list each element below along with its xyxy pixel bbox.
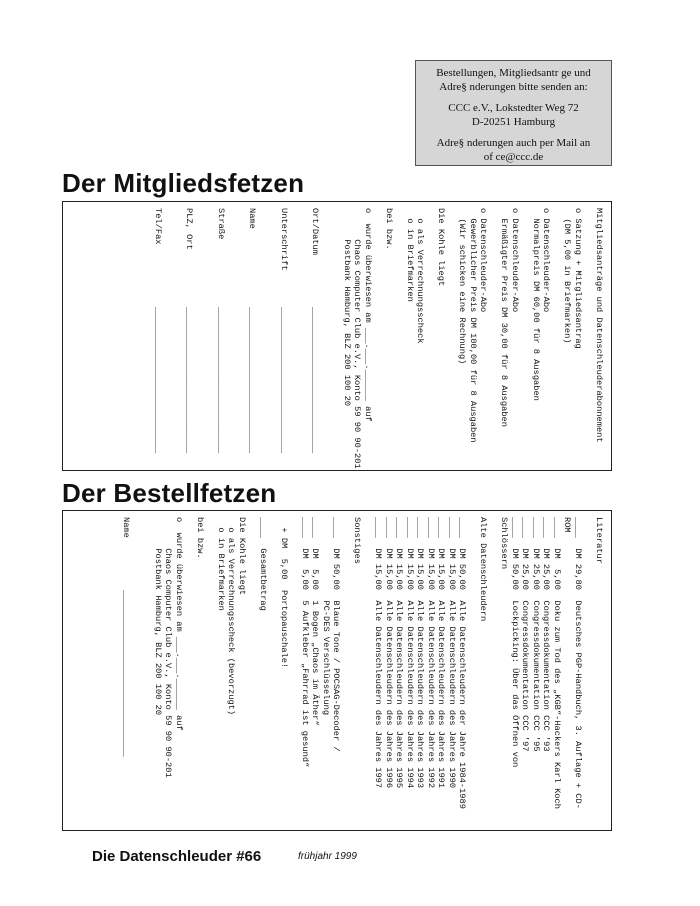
- form-line: Die Kohle liegt: [436, 208, 447, 287]
- form-line: Chaos Computer Club e.V., Konto 59 90 90-201: [163, 517, 174, 778]
- form-line: Ermäßigter Preis DM 30,00 für 8 Ausgaben: [499, 208, 510, 427]
- address-line: CCC e.V., Lokstedter Weg 72: [448, 102, 579, 114]
- form-line: Literatur: [594, 517, 604, 564]
- form-line: Alte Datenschleudern: [478, 517, 489, 622]
- form-line: [247, 517, 258, 809]
- form-line: o Satzung + Mitgliedsantrag: [573, 208, 583, 349]
- form-line: Chaos Computer Club e.V., Konto 59 90 90-201: [352, 208, 363, 469]
- form-line: ____ DM 15,00 Alle Datenschleudern des Jahres 1992: [426, 517, 436, 789]
- form-line: [195, 208, 206, 469]
- form-line: ____ DM 25,00 Congressdokumentation CCC '97: [520, 517, 531, 752]
- form-line: o Datenschleuder-Abo: [510, 208, 520, 313]
- form-line: [142, 517, 153, 809]
- form-line: o Datenschleuder-Abo: [541, 208, 552, 313]
- form-line: Sonstiges: [352, 517, 363, 564]
- form-line: ____ DM 15,00 Alle Datenschleudern des Jahres 1994: [405, 517, 415, 789]
- address-line: of ce@ccc.de: [483, 150, 544, 163]
- form-line: [520, 208, 531, 469]
- form-line: bei bzw.: [195, 517, 205, 559]
- form-line: [583, 208, 594, 469]
- form-line: [268, 517, 279, 809]
- form-line: ____ DM 15,00 Alle Datenschleudern des Jahres 1993: [415, 517, 426, 789]
- membership-form: [62, 201, 612, 471]
- form-line: PC-DES Verschlüsselung: [321, 517, 331, 716]
- form-line: [363, 517, 374, 809]
- form-line: ____ DM 15,00 Alle Datenschleudern des Jahres 1995: [394, 517, 405, 789]
- form-line: ____ DM 15,00 Alle Datenschleudern des Jahres 1996: [384, 517, 394, 789]
- form-line: [394, 208, 405, 469]
- form-line: o Datenschleuder-Abo: [478, 208, 489, 313]
- form-line: Unterschrift ____________________________: [279, 208, 289, 454]
- form-line: Straße ____________________________: [216, 208, 226, 454]
- issue-label: frühjahr 1999: [298, 851, 357, 862]
- form-line: ____ DM 5,00 5 Aufkleber „Fahrrad ist gesund“: [300, 517, 310, 768]
- form-line: Tel/Fax ____________________________: [153, 208, 163, 454]
- form-line: [163, 208, 174, 469]
- form-line: o wurde überwiesen am ___.___.______ auf: [174, 517, 184, 731]
- form-line: Postbank Hamburg, BLZ 200 100 20: [342, 208, 352, 407]
- membership-heading: Der Mitgliedsfetzen: [62, 168, 305, 198]
- form-line: (Wir schicken eine Rechnung): [457, 208, 468, 365]
- form-line: [552, 208, 563, 469]
- membership-form-text: [153, 208, 605, 469]
- magazine-title: Die Datenschleuder #66: [92, 848, 262, 865]
- order-form-text: [121, 517, 604, 809]
- order-heading: Der Bestellfetzen: [62, 478, 277, 508]
- form-line: [289, 517, 300, 809]
- form-line: Schlössern: [499, 517, 510, 570]
- form-line: [132, 517, 143, 809]
- address-line: Adre§ nderungen bitte senden an:: [439, 80, 588, 93]
- form-line: ROM: [562, 517, 573, 533]
- form-line: [226, 208, 237, 469]
- form-line: [205, 517, 216, 809]
- form-line: [321, 208, 332, 469]
- form-line: Mitgliedsanträge und Datenschleuderabonnement: [594, 208, 604, 443]
- order-form: [62, 510, 612, 831]
- form-line: [237, 208, 248, 469]
- form-line: PLZ, Ort ____________________________: [184, 208, 195, 454]
- form-line: [300, 208, 311, 469]
- form-line: Name ________________________________: [121, 517, 132, 757]
- form-line: ____ DM 5,00 1 Bogen „Chaos im Äther“: [310, 517, 321, 726]
- form-line: o in Briefmarken: [405, 208, 415, 302]
- form-line: ____ DM 29,80 Deutsches PGP-Handbuch, 3. Auflage + CD-: [573, 517, 583, 809]
- form-line: [205, 208, 216, 469]
- address-line: D-20251 Hamburg: [471, 115, 556, 128]
- form-line: o als Verrechnungsscheck: [415, 208, 426, 344]
- form-line: [289, 208, 300, 469]
- address-line: Bestellungen, Mitgliedsantr ge und: [436, 67, 591, 79]
- address-box: [415, 60, 612, 166]
- form-line: ____ DM 5,00 Doku zum Tod des „KGB“-Hackers Karl Koch: [552, 517, 562, 809]
- form-line: [331, 208, 342, 469]
- form-line: (DM 5,00 in Briefmarken): [562, 208, 573, 344]
- form-line: Name ____________________________: [247, 208, 258, 454]
- form-line: [373, 208, 384, 469]
- form-line: [426, 208, 437, 469]
- form-line: ____ DM 15,00 Alle Datenschleudern des Jahres 1997: [373, 517, 384, 789]
- form-line: Die Kohle liegt: [237, 517, 247, 596]
- form-line: o wurde überwiesen am ___.___.______ auf: [363, 208, 373, 422]
- form-line: ____ Gesamtbetrag: [258, 517, 268, 611]
- form-line: [342, 517, 353, 809]
- form-line: + DM 5,00 Portopauschale!: [279, 517, 289, 669]
- form-line: [268, 208, 279, 469]
- form-line: o in Briefmarken: [216, 517, 226, 611]
- form-line: ____ DM 50,00 Lockpicking: Über das Öffnen von: [510, 517, 520, 768]
- form-line: [258, 208, 269, 469]
- form-line: [489, 517, 500, 809]
- form-line: bei bzw.: [384, 208, 394, 250]
- form-line: [489, 208, 500, 469]
- form-line: ____ DM 50,00 Blaue Tone / POCSAG-Decoder /: [331, 517, 342, 752]
- form-line: Normalpreis DM 60,00 für 8 Ausgaben: [531, 208, 541, 401]
- form-line: ____ DM 25,00 Congressdokumentation CCC '93: [541, 517, 552, 752]
- form-line: [468, 517, 479, 809]
- form-line: [184, 517, 195, 809]
- address-line: Adre§ nderungen auch per Mail an: [436, 137, 591, 149]
- form-line: ____ DM 25,00 Congressdokumentation CCC '95: [531, 517, 541, 752]
- form-line: Ort/Datum ____________________________: [310, 208, 321, 454]
- form-line: [174, 208, 185, 469]
- form-line: [447, 208, 458, 469]
- form-line: ____ DM 50,00 Alle Datenschleudern der Jahre 1984-1989: [457, 517, 468, 809]
- form-line: Gewerblicher Preis DM 100,00 für 8 Ausgaben: [468, 208, 478, 443]
- form-line: ____ DM 15,00 Alle Datenschleudern des Jahres 1991: [436, 517, 447, 789]
- form-line: Postbank Hamburg, BLZ 200 100 20: [153, 517, 163, 716]
- form-line: ____ DM 15,00 Alle Datenschleudern des Jahres 1990: [447, 517, 457, 789]
- form-line: o als Verrechnungsscheck (bevorzugt): [226, 517, 237, 716]
- form-line: [583, 517, 594, 809]
